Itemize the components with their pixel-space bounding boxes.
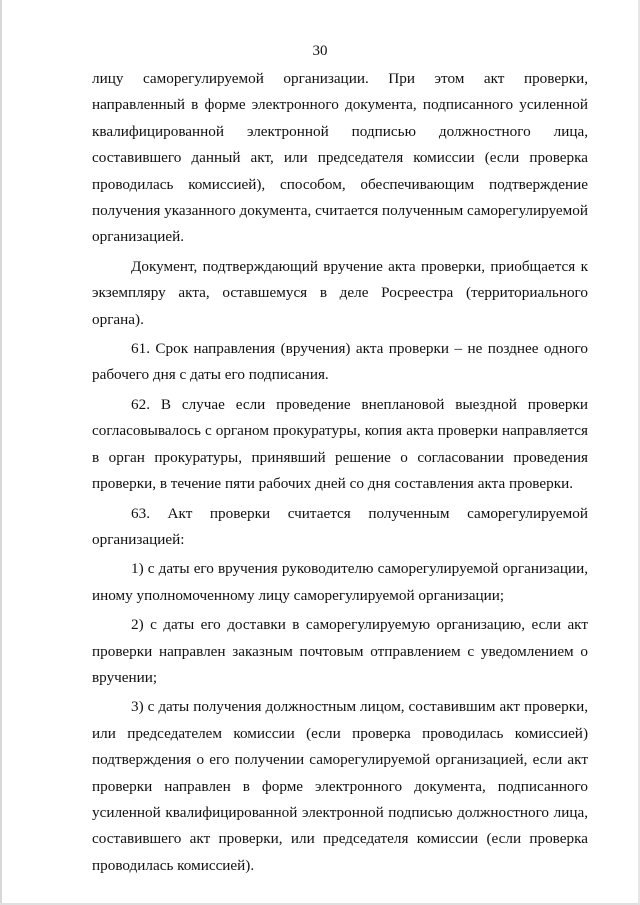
paragraph-63: 63. Акт проверки считается полученным саморегулируемой организацией: (92, 504, 588, 548)
paragraph-continuation: лицу саморегулируемой организации. При этом акт проверки, направленный в форме электронного документа, подписанного усиленной квалифицированной электронной подписью должностного лица, составившего данный акт, или председателя комиссии (если проверка проводилась комиссией), способом, обеспечивающим подтверждение получения указанного документа, считается полученным саморегулируемой организацией. (92, 70, 588, 246)
page-number: 30 (312, 43, 328, 59)
list-item-1: 1) с даты его вручения руководителю саморегулируемой организации, иному уполномоченному лицу саморегулируемой организации; (92, 560, 588, 604)
document-body (92, 66, 588, 879)
paragraph-62: 62. В случае если проведение внеплановой выездной проверки согласовывалось с органом прокуратуры, копия акта проверки направляется в орган прокуратуры, принявший решение о согласовании проведения проверки, в течение пяти рабочих дней со дня составления акта проверки. (92, 395, 588, 493)
list-item-3: 3) с даты получения должностным лицом, составившим акт проверки, или председателем комиссии (если проверка проводилась комиссией) подтверждения о его получении саморегулируемой организацией, если акт проверки направлен в форме электронного документа, подписанного усиленной квалифицированной электронной подписью должностного лица, составившего акт проверки, или председателя комиссии (если проверка проводилась комиссией). (92, 698, 588, 874)
scan-edge-left (0, 0, 2, 905)
paragraph-delivery-document: Документ, подтверждающий вручение акта проверки, приобщается к экземпляру акта, оставшемуся в деле Росреестра (территориального органа). (92, 257, 588, 328)
paragraph-61: 61. Срок направления (вручения) акта проверки – не позднее одного рабочего дня с даты его подписания. (92, 340, 588, 384)
list-item-2: 2) с даты его доставки в саморегулируемую организацию, если акт проверки направлен заказным почтовым отправлением с уведомлением о вручении; (92, 616, 588, 686)
